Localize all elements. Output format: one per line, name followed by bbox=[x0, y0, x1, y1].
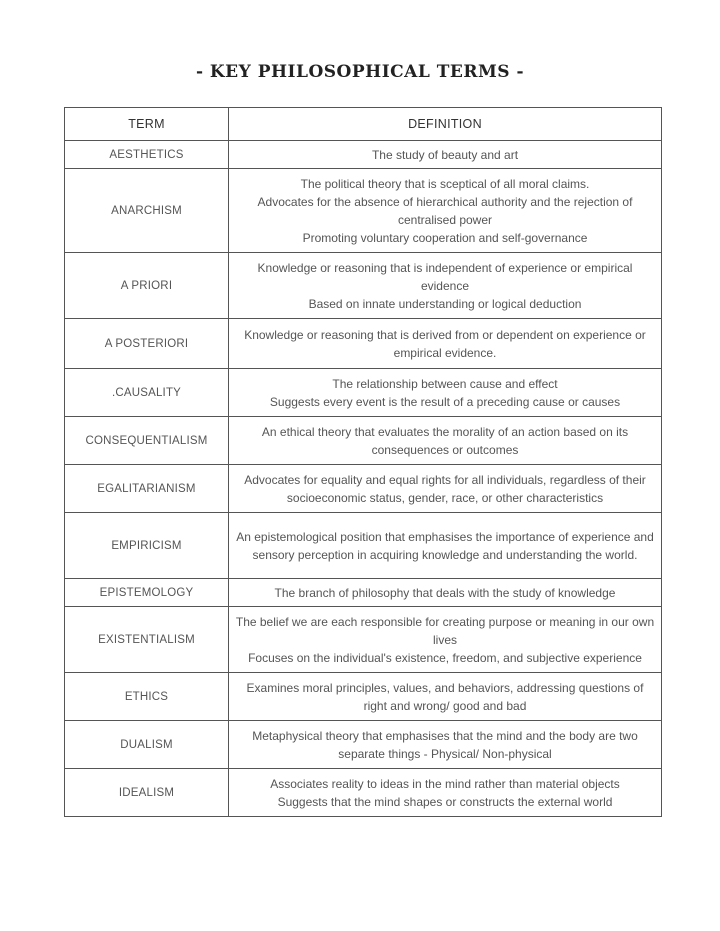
definition-line: Based on innate understanding or logical deduction bbox=[308, 296, 582, 311]
definition-cell bbox=[229, 319, 662, 369]
table-row bbox=[65, 769, 662, 817]
definition-line: Metaphysical theory that emphasises that the mind and the body are two separate things - Physical/ Non-physical bbox=[252, 728, 638, 761]
table-row bbox=[65, 253, 662, 319]
definition-cell bbox=[229, 169, 662, 253]
definition-line: Advocates for the absence of hierarchical authority and the rejection of centralised power bbox=[257, 194, 633, 227]
table-row bbox=[65, 169, 662, 253]
definition-line: The political theory that is sceptical of all moral claims. bbox=[300, 176, 590, 191]
definition-line: The study of beauty and art bbox=[371, 147, 519, 162]
definition-cell bbox=[229, 721, 662, 769]
definition-cell bbox=[229, 253, 662, 319]
definition-line: Associates reality to ideas in the mind rather than material objects bbox=[270, 776, 620, 791]
definition-cell bbox=[229, 369, 662, 417]
table-row bbox=[65, 513, 662, 579]
definition-line: Examines moral principles, values, and behaviors, addressing questions of right and wrong/ good and bad bbox=[246, 680, 644, 713]
definition-cell bbox=[229, 465, 662, 513]
definition-line: An ethical theory that evaluates the morality of an action based on its consequences or outcomes bbox=[261, 424, 629, 457]
term-column-header: TERM bbox=[65, 108, 229, 141]
term-cell: ANARCHISM bbox=[65, 169, 229, 253]
table-row bbox=[65, 721, 662, 769]
definition-line: Advocates for equality and equal rights for all individuals, regardless of their socioeconomic status, gender, race, or other characteristics bbox=[244, 472, 646, 505]
definition-line: The belief we are each responsible for creating purpose or meaning in our own lives bbox=[235, 614, 655, 647]
table-row bbox=[65, 417, 662, 465]
term-cell: ETHICS bbox=[65, 673, 229, 721]
definition-line: Suggests that the mind shapes or constructs the external world bbox=[277, 794, 613, 809]
table-row bbox=[65, 579, 662, 607]
term-cell: IDEALISM bbox=[65, 769, 229, 817]
term-cell: A POSTERIORI bbox=[65, 319, 229, 369]
term-cell: CONSEQUENTIALISM bbox=[65, 417, 229, 465]
table-row bbox=[65, 369, 662, 417]
table-header-row bbox=[65, 108, 662, 141]
definition-cell bbox=[229, 513, 662, 579]
definition-line: Knowledge or reasoning that is derived from or dependent on experience or empirical evidence. bbox=[244, 327, 646, 360]
term-cell: A PRIORI bbox=[65, 253, 229, 319]
definition-cell bbox=[229, 673, 662, 721]
table-row bbox=[65, 607, 662, 673]
page-title: - KEY PHILOSOPHICAL TERMS - bbox=[195, 62, 525, 82]
term-cell: .CAUSALITY bbox=[65, 369, 229, 417]
definition-cell bbox=[229, 417, 662, 465]
definition-line: The branch of philosophy that deals with the study of knowledge bbox=[274, 585, 616, 600]
definition-line: Promoting voluntary cooperation and self-governance bbox=[302, 230, 588, 245]
term-cell: EGALITARIANISM bbox=[65, 465, 229, 513]
term-cell: AESTHETICS bbox=[65, 141, 229, 169]
definition-cell bbox=[229, 769, 662, 817]
definition-line: Suggests every event is the result of a preceding cause or causes bbox=[269, 394, 621, 409]
table-row bbox=[65, 465, 662, 513]
terms-table-body bbox=[65, 141, 662, 817]
definition-cell bbox=[229, 579, 662, 607]
definition-line: Knowledge or reasoning that is independent of experience or empirical evidence bbox=[257, 260, 633, 293]
definition-line: An epistemological position that emphasises the importance of experience and sensory perception in acquiring knowledge and understanding the world. bbox=[236, 529, 654, 562]
terms-table bbox=[64, 107, 662, 817]
definition-cell bbox=[229, 607, 662, 673]
term-cell: EXISTENTIALISM bbox=[65, 607, 229, 673]
table-row bbox=[65, 319, 662, 369]
definition-line: Focuses on the individual's existence, freedom, and subjective experience bbox=[248, 650, 642, 665]
term-cell: EPISTEMOLOGY bbox=[65, 579, 229, 607]
definition-column-header: DEFINITION bbox=[229, 108, 662, 141]
term-cell: DUALISM bbox=[65, 721, 229, 769]
table-row bbox=[65, 141, 662, 169]
definition-line: The relationship between cause and effect bbox=[332, 376, 558, 391]
table-row bbox=[65, 673, 662, 721]
term-cell: EMPIRICISM bbox=[65, 513, 229, 579]
definition-cell bbox=[229, 141, 662, 169]
